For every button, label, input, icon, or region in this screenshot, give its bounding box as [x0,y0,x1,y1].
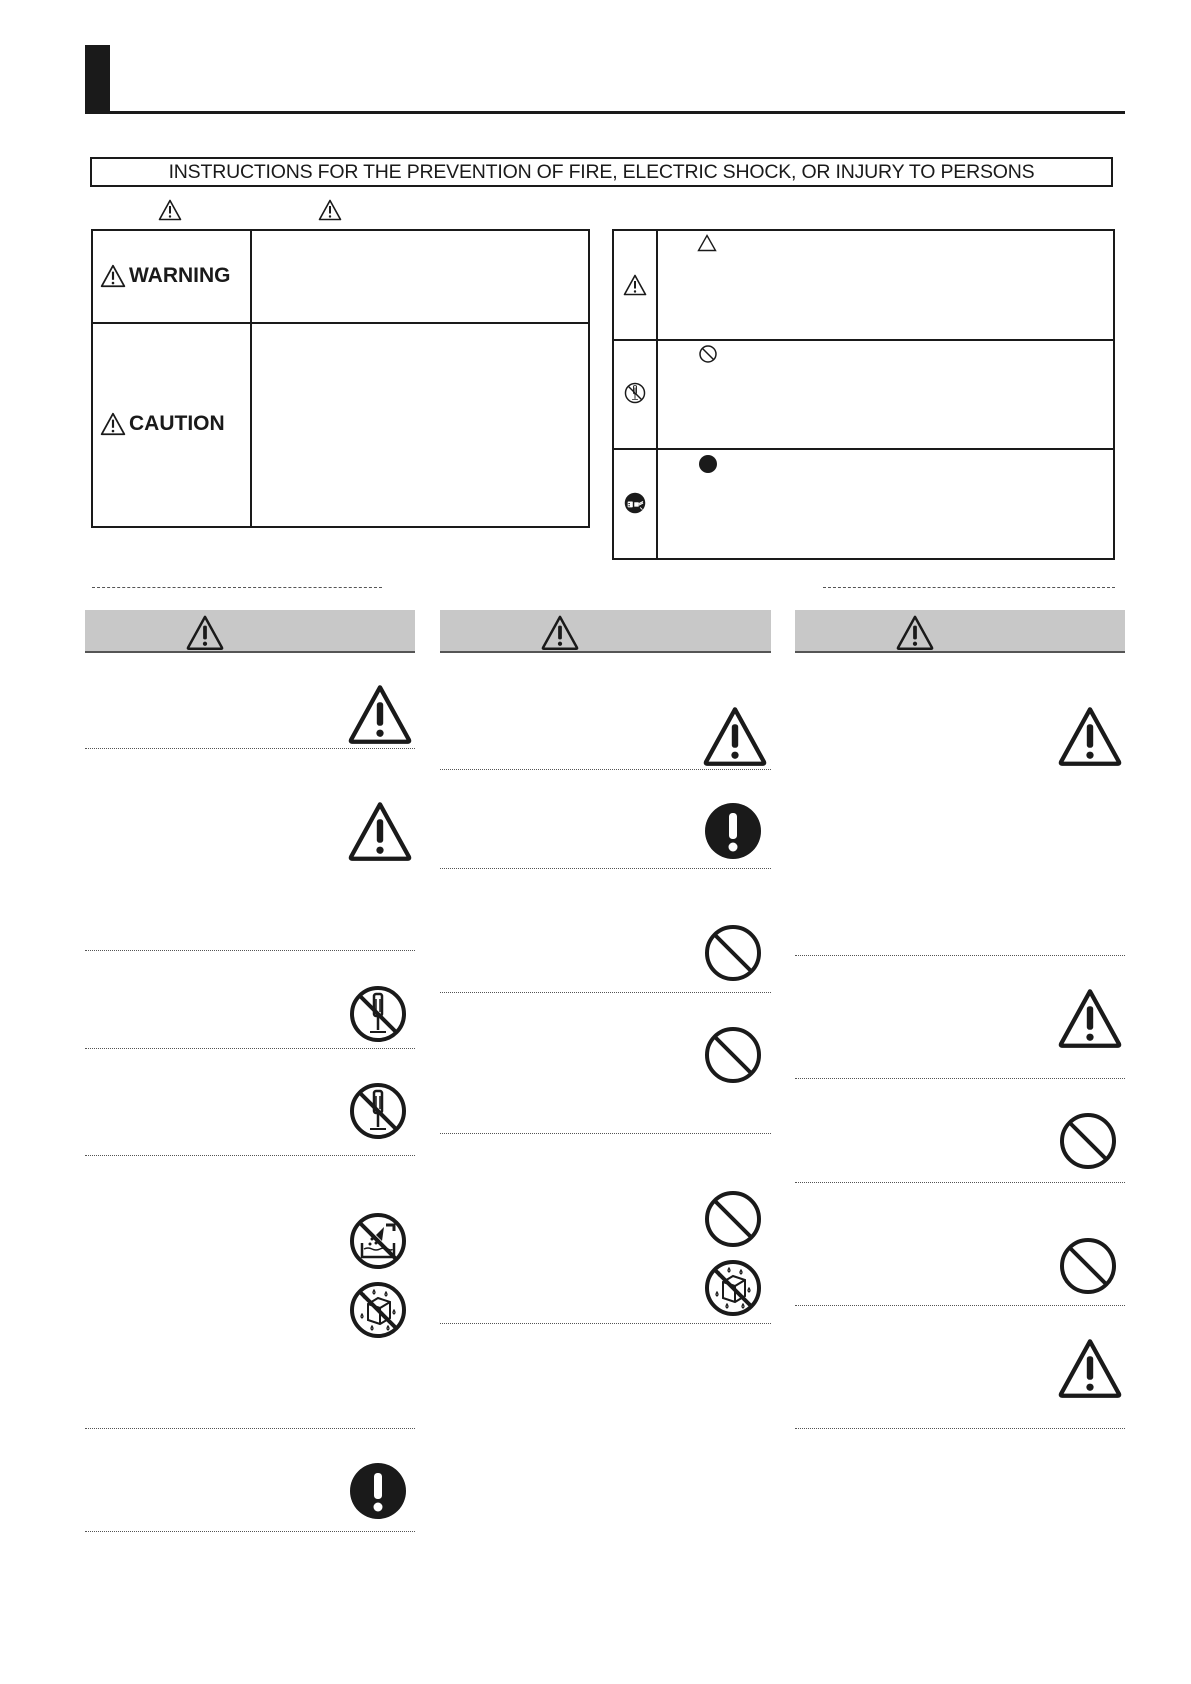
dashed-separator [823,587,1115,588]
warning-label-text: WARNING [129,264,231,287]
prohibition-circle-icon [698,344,718,364]
warning-triangle-icon [186,615,224,650]
no-disassembly-icon [348,984,408,1044]
no-water-icon [348,1211,408,1271]
dotted-separator [440,868,771,869]
dotted-separator [85,1531,415,1532]
triangle-outline-icon [697,234,717,252]
no-disassembly-icon [624,382,646,404]
dotted-separator [85,950,415,951]
column-header [85,610,415,653]
dotted-separator [440,992,771,993]
caution-triangle-icon [348,684,412,744]
column-header [795,610,1125,653]
dotted-separator [795,1305,1125,1306]
caution-label-text: CAUTION [129,412,225,435]
dotted-separator [85,1428,415,1429]
table-divider [250,229,252,528]
banner-text: INSTRUCTIONS FOR THE PREVENTION OF FIRE, ELECTRIC SHOCK, OR INJURY TO PERSONS [168,160,1035,183]
no-disassembly-icon [348,1081,408,1141]
table-divider [612,339,1115,341]
title-bar-block [85,45,110,113]
prohibition-icon [1058,1111,1118,1171]
table-divider [612,448,1115,450]
dotted-separator [795,955,1125,956]
safety-banner [90,157,1113,187]
warning-triangle-icon [541,615,579,650]
warning-triangle-icon [623,274,647,296]
caution-label [100,412,225,436]
warning-triangle-icon [100,264,126,288]
prohibition-icon [703,1189,763,1249]
dotted-separator [85,1155,415,1156]
column-header [440,610,771,653]
solid-dot-icon [698,454,718,474]
warning-label [100,264,231,288]
dotted-separator [795,1078,1125,1079]
warning-triangle-icon [100,412,126,436]
mandatory-action-icon [348,1461,408,1521]
table-divider [91,322,590,324]
caution-triangle-icon [348,801,412,861]
warning-triangle-icon [158,199,182,221]
dotted-separator [85,748,415,749]
caution-triangle-icon [1058,706,1122,766]
table-divider [656,229,658,560]
dotted-separator [440,1133,771,1134]
dotted-separator [795,1428,1125,1429]
dotted-separator [440,1323,771,1324]
unplug-icon [624,492,646,514]
dotted-separator [85,1048,415,1049]
caution-triangle-icon [1058,988,1122,1048]
dotted-separator [440,769,771,770]
prohibition-icon [703,1025,763,1085]
symbols-table [612,229,1115,560]
prohibition-icon [703,923,763,983]
warning-triangle-icon [318,199,342,221]
dotted-separator [795,1182,1125,1183]
no-moisture-icon [703,1258,763,1318]
caution-triangle-icon [1058,1338,1122,1398]
no-moisture-icon [348,1280,408,1340]
title-rule [85,111,1125,114]
warning-triangle-icon [896,615,934,650]
prohibition-icon [1058,1236,1118,1296]
mandatory-action-icon [703,801,763,861]
caution-triangle-icon [703,706,767,766]
dashed-separator [92,587,382,588]
